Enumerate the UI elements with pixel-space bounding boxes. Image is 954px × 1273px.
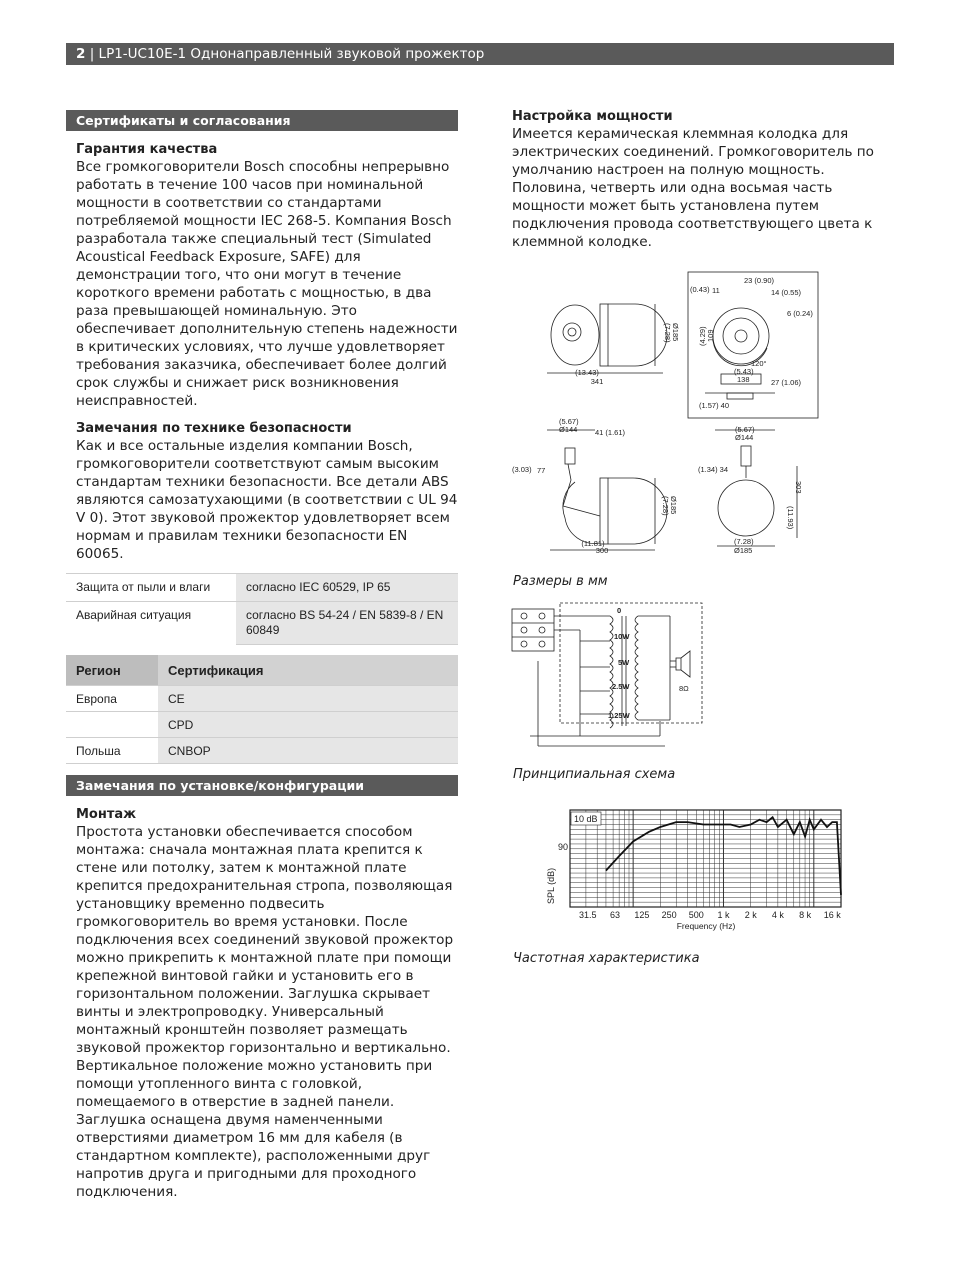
x-axis-label: Frequency (Hz) <box>676 921 736 931</box>
dim-label: (0.43) <box>690 285 710 294</box>
spec-label: Аварийная ситуация <box>66 602 236 645</box>
x-tick-label: 8 k <box>799 910 812 920</box>
dim-label: 77 <box>537 466 546 475</box>
spec-table <box>66 573 458 645</box>
dim-label: (13.43) <box>575 368 599 377</box>
quality-heading: Гарантия качества <box>76 142 218 157</box>
x-tick-label: 500 <box>688 910 704 920</box>
cell-cert: CPD <box>158 712 458 738</box>
x-tick-label: 63 <box>609 910 621 920</box>
left-column <box>66 110 458 1201</box>
cell-cert: CE <box>158 686 458 712</box>
dim-label: Ø185 <box>669 496 678 515</box>
dim-label: 341 <box>590 377 604 386</box>
dim-label: 300 <box>595 546 609 555</box>
safety-heading: Замечания по технике безопасности <box>76 421 352 436</box>
page-header-title: | LP1-UC10E-1 Однонаправленный звуковой прожектор <box>89 46 485 62</box>
speaker-body-shape <box>608 304 667 366</box>
table-row <box>66 602 458 645</box>
x-tick-label: 125 <box>634 910 650 920</box>
dim-label: (11.81) <box>581 539 605 548</box>
table-row <box>66 712 458 738</box>
dims-caption: Размеры в мм <box>513 574 608 589</box>
power-text: Имеется керамическая клеммная колодка для электрических соединений. Громкоговоритель по умолчанию настроен на полную мощность. Половина, четверть или одна восьмая часть мощности может быть установлена путем подключения провода соответствующего цвета к клеммной колодке. <box>512 126 874 250</box>
section-bar-installation: Замечания по установке/конфигурации <box>66 775 458 796</box>
y-axis-label: SPL (dB) <box>546 867 556 904</box>
dim-label: 6 (0.24) <box>787 309 813 318</box>
dim-label: (5.67) <box>559 417 579 426</box>
mount-text: Простота установки обеспечивается способом монтажа: сначала монтажная плата крепится к стене или потолку, затем к монтажной плате крепится предохранительная стропа, позволяющая установщику временно подвесить громкоговоритель во время установки. После подключения всех соединений звуковой прожектор можно прикрепить к монтажной плате при помощи крепежной винтовой гайки и установить его в горизонтальном положении. Заглушка скрывает винты и электропроводку. Универсальный монтажный кронштейн позволяет размещать звуковой прожектор горизонтально и вертикально. Вертикальное положение можно установить при помощи утопленного винта с головкой, помещаемого в отверстие в задней панели. Заглушка оснащена двумя наменченными отверстиями диаметром 16 мм для кабеля (в стандартном комплекте), расположенными друг напротив друга и пригодными для проходного подключения. <box>76 824 454 1200</box>
speaker-round-shape <box>718 480 774 536</box>
tap-10w-label: 10W <box>614 632 630 641</box>
spec-label: Защита от пыли и влаги <box>66 574 236 602</box>
x-tick-label: 1 k <box>717 910 730 920</box>
cell-region: Польша <box>66 738 158 764</box>
col-header-cert: Сертификация <box>158 655 458 686</box>
x-tick-label: 250 <box>661 910 677 920</box>
dim-label: 23 (0.90) <box>744 276 775 285</box>
tap-1-25w-label: 1.25W <box>608 711 630 720</box>
dimension-drawing <box>505 268 825 560</box>
ref-90-label: 90 <box>558 842 569 852</box>
dim-label: (7.28) <box>734 537 754 546</box>
mounting-plate-shape <box>713 308 769 364</box>
dim-label: (7.28) <box>663 323 672 343</box>
page-number: 2 <box>76 46 86 62</box>
dim-label: (4.29) <box>698 326 707 346</box>
table-header-row <box>66 655 458 686</box>
mount-heading: Монтаж <box>76 807 137 822</box>
circuit-caption: Принципиальная схема <box>513 767 676 782</box>
impedance-label: 8Ω <box>679 684 689 693</box>
safety-text: Как и все остальные изделия компании Bosch, громкоговорители соответствуют самым высоким стандартам техники безопасности. Все детали ABS являются самозатухающими (в соответствии с UL 94 V 0). Этот звуковой прожектор удовлетворяет всем нормам и правилам техники безопасности EN 60065. <box>76 438 458 562</box>
power-heading: Настройка мощности <box>512 109 673 124</box>
frequency-response-chart <box>530 798 850 938</box>
tap-0-label: 0 <box>617 606 622 615</box>
cell-region: Европа <box>66 686 158 712</box>
dim-label: Ø185 <box>734 546 753 555</box>
spec-value: согласно BS 54-24 / EN 5839-8 / EN 60849 <box>236 602 458 645</box>
x-tick-label: 4 k <box>771 910 784 920</box>
scale-label: 10 dB <box>574 814 598 824</box>
response-caption: Частотная характеристика <box>513 951 700 966</box>
section-bar-certifications: Сертификаты и согласования <box>66 110 458 131</box>
dim-label: (1.57) 40 <box>699 401 730 410</box>
dim-label: Ø144 <box>559 425 578 434</box>
dim-label: (5.67) <box>735 425 755 434</box>
dim-label: 138 <box>737 375 750 384</box>
dim-label: (7.28) <box>661 496 670 516</box>
dim-label: (1.34) 34 <box>698 465 729 474</box>
dim-label: (5.43) <box>734 367 754 376</box>
dim-label: 303 <box>794 481 803 494</box>
x-tick-label: 2 k <box>744 910 757 920</box>
speaker-ring-shape <box>600 304 608 366</box>
tap-2-5w-label: 2.5W <box>612 682 630 691</box>
dim-label: Ø185 <box>671 323 680 342</box>
spec-value: согласно IEC 60529, IP 65 <box>236 574 458 602</box>
quality-text: Все громкоговорители Bosch способны непрерывно работать в течение 100 часов при номинальной мощности в соответствии со стандартами потребляемой мощности IEC 268-5. Компания Bosch разработала также специальный тест (Simulated Acoustical Feedback Exposure, SAFE) для демонстрации того, что они могут в течение короткого времени работать с мощностью, в два раза превышающей номинальную. Это обеспечивает дополнительную степень надежности в критических условиях, что лучше удовлетворяет требования заказчика, обеспечивает более долгий срок службы и снижает риск возникновения неисправностей. <box>76 159 458 409</box>
page-header <box>66 43 894 65</box>
dim-label: (3.03) <box>512 465 532 474</box>
dim-label: 120° <box>751 359 767 368</box>
circuit-diagram <box>510 601 710 753</box>
tap-5w-label: 5W <box>618 658 630 667</box>
cell-region <box>66 712 158 738</box>
cell-cert: CNBOP <box>158 738 458 764</box>
dim-label: (11.93) <box>786 506 795 530</box>
dim-label: 109 <box>706 329 715 342</box>
col-header-region: Регион <box>66 655 158 686</box>
dim-label: 27 (1.06) <box>771 378 802 387</box>
dim-label: Ø144 <box>735 433 754 442</box>
table-row <box>66 738 458 764</box>
right-column <box>512 108 882 251</box>
table-row <box>66 574 458 602</box>
dim-label: 11 <box>712 286 720 295</box>
table-row <box>66 686 458 712</box>
dim-label: 14 (0.55) <box>771 288 802 297</box>
x-tick-label: 31.5 <box>579 910 597 920</box>
dim-label: 41 (1.61) <box>595 428 626 437</box>
x-tick-label: 16 k <box>823 910 841 920</box>
cert-table <box>66 655 458 764</box>
